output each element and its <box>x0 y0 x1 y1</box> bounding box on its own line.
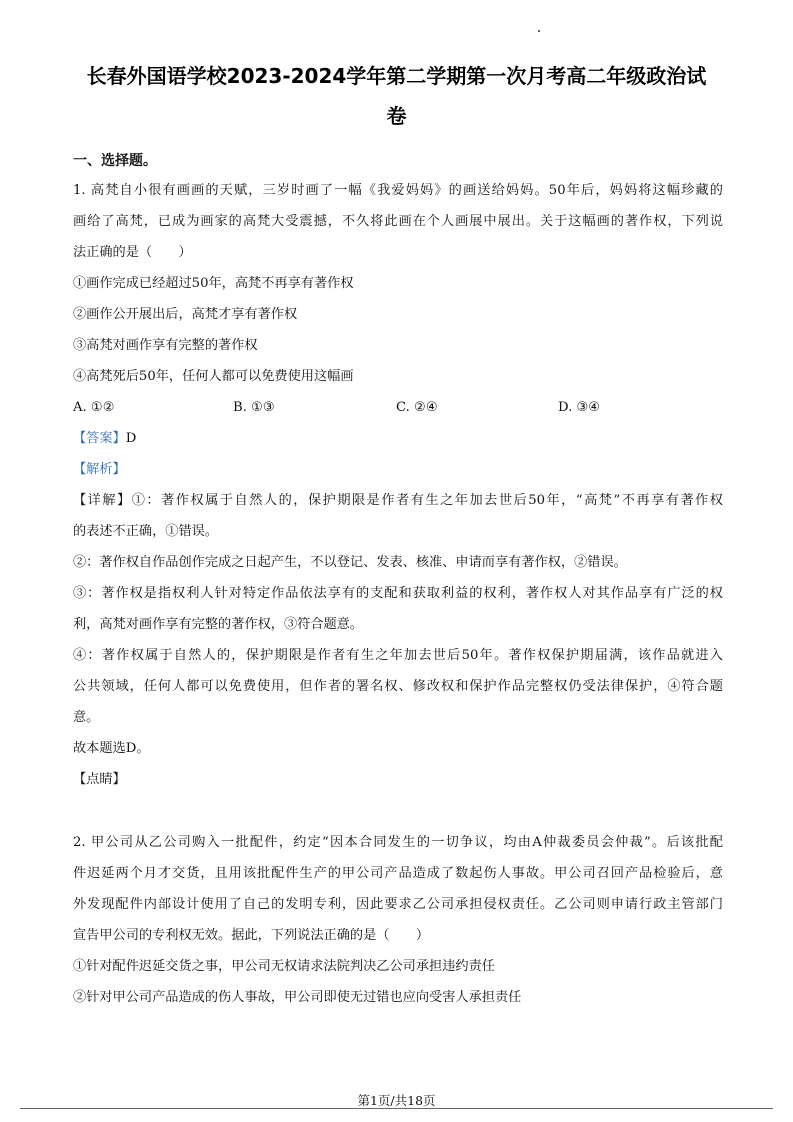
q1-detail-line: 故本题选D。 <box>73 741 150 756</box>
scan-dot <box>538 30 540 32</box>
q2-statement: ②针对甲公司产品造成的伤人事故，甲公司即使无过错也应向受害人承担责任 <box>73 990 522 1005</box>
q1-option-c: C. ②④ <box>396 400 438 415</box>
section-heading: 一、选择题。 <box>73 153 157 169</box>
q1-detail-line: ③：著作权是指权利人针对特定作品依法享有的支配和获取利益的权利，著作权人对其作品享有广泛的权 <box>73 586 723 601</box>
q1-detail-line: 意。 <box>73 710 100 725</box>
document-title-line1: 长春外国语学校2023-2024学年第二学期第一次月考高二年级政治试 <box>86 64 707 88</box>
q1-detail-line: 公共领域，任何人都可以免费使用，但作者的署名权、修改权和保护作品完整权仍受法律保护，④符合题 <box>73 679 723 694</box>
q1-option-b: B. ①③ <box>233 400 275 415</box>
comment-tag: 【点睛】 <box>73 772 126 787</box>
q1-detail-line: 的表述不正确，①错误。 <box>73 524 219 539</box>
q1-detail-line: 利，高梵对画作享有完整的著作权，③符合题意。 <box>73 617 364 632</box>
q1-detail-line: ②：著作权自作品创作完成之日起产生，不以登记、发表、核准、申请而享有著作权，②错误。 <box>73 555 627 570</box>
analysis-tag: 【解析】 <box>73 462 126 477</box>
q1-answer <box>73 431 723 447</box>
q1-statement: ③高梵对画作享有完整的著作权 <box>73 338 258 353</box>
answer-value: D <box>125 431 137 446</box>
footer-divider <box>20 1108 773 1109</box>
q2-stem-line: 件迟延两个月才交货，且用该批配件生产的甲公司产品造成了数起伤人事故。甲公司召回产品检验后，意 <box>73 866 723 881</box>
q2-stem-line: 宣告甲公司的专利权无效。据此，下列说法正确的是（ ） <box>73 928 430 943</box>
document-title-line2: 卷 <box>386 104 407 128</box>
q1-stem-line: 法正确的是（ ） <box>73 245 192 260</box>
q1-option-a: A. ①② <box>73 400 115 415</box>
q1-stem-line: 画给了高梵，已成为画家的高梵大受震撼，不久将此画在个人画展中展出。关于这幅画的著作权，下列说 <box>73 214 723 229</box>
q1-statement: ②画作公开展出后，高梵才享有著作权 <box>73 307 298 322</box>
q1-option-d: D. ③④ <box>558 400 601 415</box>
q1-statement: ④高梵死后50年，任何人都可以免费使用这幅画 <box>73 369 354 384</box>
q1-statement: ①画作完成已经超过50年，高梵不再享有著作权 <box>73 276 354 291</box>
q2-stem-line: 2. 甲公司从乙公司购入一批配件，约定“因本合同发生的一切争议，均由A仲裁委员会仲裁”。后该批配 <box>73 835 723 850</box>
q1-stem-line: 1. 高梵自小很有画画的天赋，三岁时画了一幅《我爱妈妈》的画送给妈妈。50年后，妈妈将这幅珍藏的 <box>73 183 723 198</box>
page-number: 第1页/共18页 <box>357 1093 436 1108</box>
q1-detail-line: 【详解】①：著作权属于自然人的，保护期限是作者有生之年加去世后50年，“高梵”不再享有著作权 <box>73 493 723 508</box>
q1-detail-line: ④：著作权属于自然人的，保护期限是作者有生之年加去世后50年。著作权保护期届满，该作品就进入 <box>73 648 723 663</box>
answer-tag: 【答案】 <box>73 431 126 446</box>
q2-statement: ①针对配件迟延交货之事，甲公司无权请求法院判决乙公司承担违约责任 <box>73 959 495 974</box>
q2-stem-line: 外发现配件内部设计使用了自己的发明专利，因此要求乙公司承担侵权责任。乙公司则申请行政主管部门 <box>73 897 723 912</box>
